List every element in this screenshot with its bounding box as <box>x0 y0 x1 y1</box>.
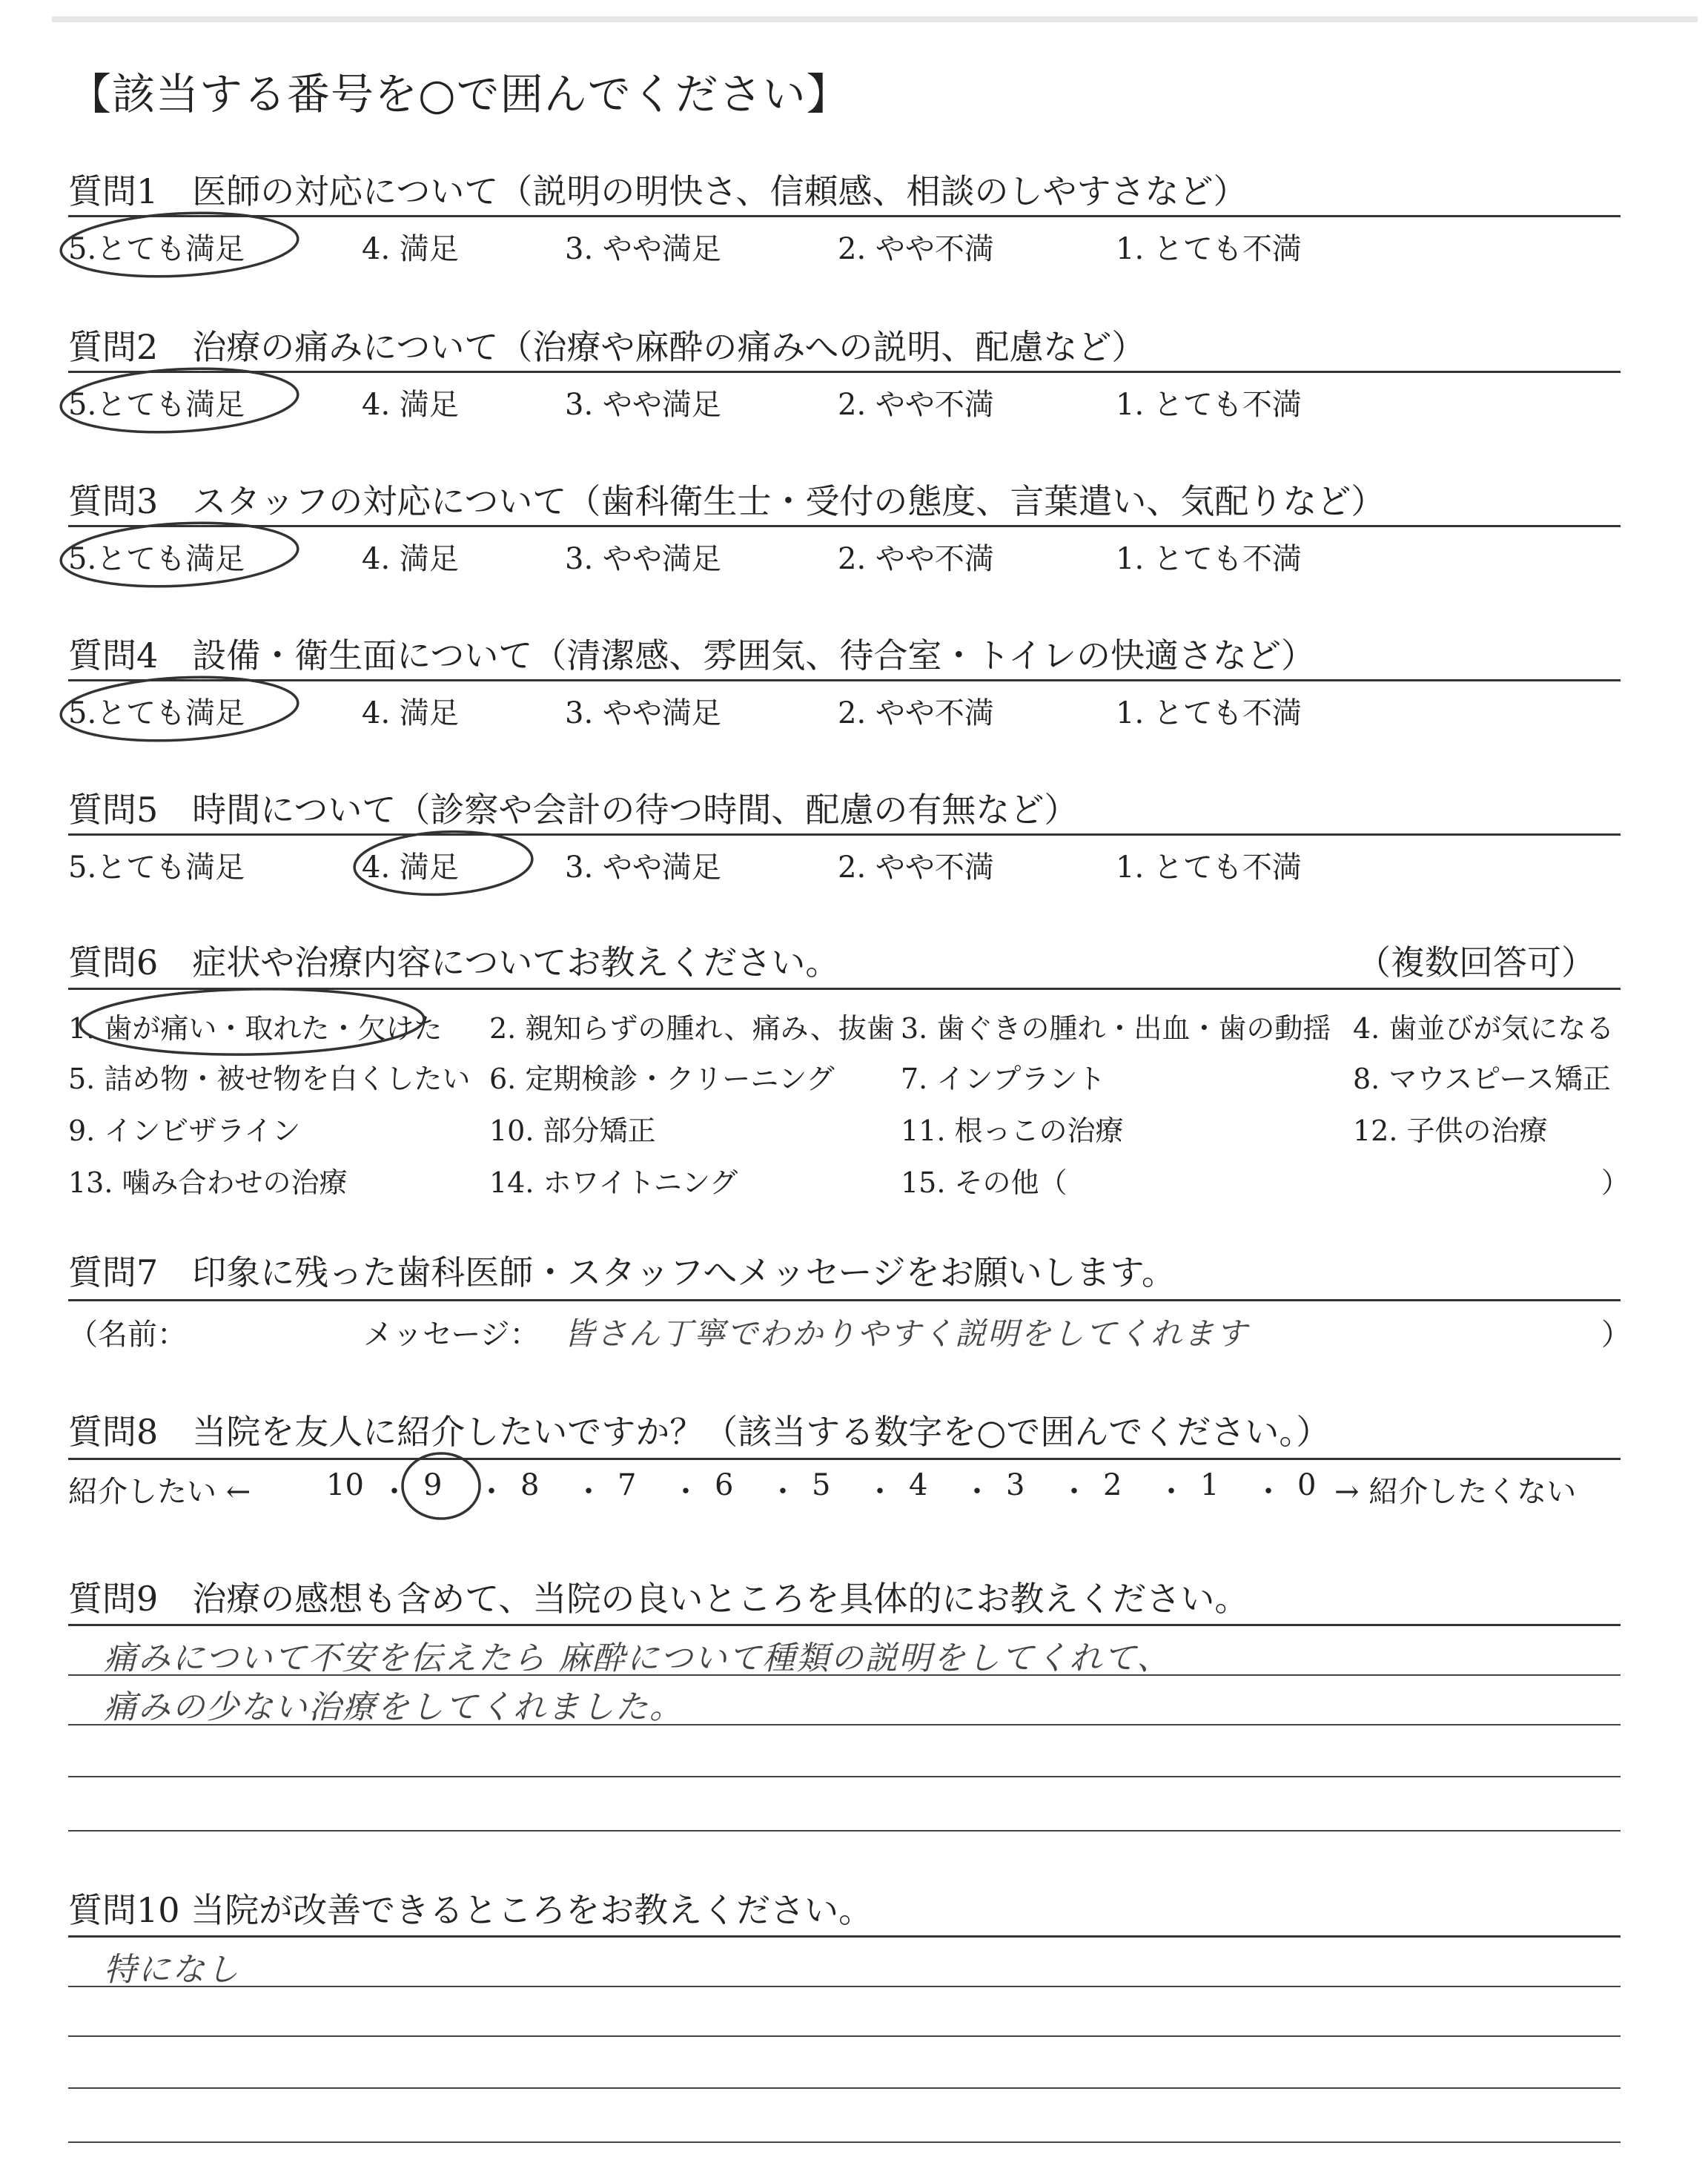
q7-close-paren: ） <box>1601 1318 1631 1352</box>
q6-option: ） <box>1601 1166 1630 1199</box>
q6-option: 2. 親知らずの腫れ、痛み、抜歯 <box>489 1012 895 1045</box>
q7-name-label: （名前： <box>68 1318 187 1352</box>
q4-option: 3. やや満足 <box>565 696 721 730</box>
q4-option: 5.とても満足 <box>68 696 245 730</box>
q9-rule <box>68 1624 1621 1626</box>
q8-scale-number: 10 <box>326 1468 364 1502</box>
q6-option: 1. 歯が痛い・取れた・欠けた <box>68 1012 443 1045</box>
q2-option: 3. やや満足 <box>565 388 721 422</box>
q5-rule <box>68 833 1621 836</box>
q4-option: 4. 満足 <box>362 696 459 730</box>
q3-option: 1. とても不満 <box>1116 542 1302 576</box>
q8-scale-number: 5 <box>812 1468 831 1502</box>
q7-title: 質問7 印象に残った歯科医師・スタッフへメッセージをお願いします。 <box>68 1252 1176 1292</box>
q8-scale-number: 3 <box>1006 1468 1025 1502</box>
q5-option: 4. 満足 <box>362 851 459 885</box>
q9-line <box>68 1776 1621 1777</box>
q2-option: 2. やや不満 <box>838 388 994 422</box>
q9-line <box>68 1830 1621 1832</box>
q5-option: 5.とても満足 <box>68 851 245 885</box>
q5-option: 3. やや満足 <box>565 851 721 885</box>
q5-option: 1. とても不満 <box>1116 851 1302 885</box>
q2-option: 1. とても不満 <box>1116 388 1302 422</box>
q8-scale-dot: ・ <box>671 1475 701 1509</box>
q8-rule <box>68 1458 1621 1460</box>
page-title: 【該当する番号を○で囲んでください】 <box>68 69 850 119</box>
q8-scale-dot: ・ <box>768 1475 798 1509</box>
q10-line <box>68 2035 1621 2037</box>
q3-option: 5.とても満足 <box>68 542 245 576</box>
q8-scale-number: 0 <box>1297 1468 1317 1502</box>
q9-answer-line: 痛みの少ない治療をしてくれました。 <box>104 1688 683 1726</box>
q6-rule <box>68 988 1621 990</box>
q3-option: 4. 満足 <box>362 542 459 576</box>
q10-rule <box>68 1935 1621 1938</box>
q9-answer-line: 痛みについて不安を伝えたら 麻酔について種類の説明をしてくれて、 <box>104 1639 1171 1677</box>
q1-option: 1. とても不満 <box>1116 232 1302 266</box>
q8-right-label: → 紹介したくない <box>1334 1475 1577 1509</box>
q8-scale-dot: ・ <box>1156 1475 1186 1509</box>
q7-rule <box>68 1299 1621 1301</box>
q10-answer-line: 特になし <box>104 1951 240 1989</box>
q6-option: 13. 噛み合わせの治療 <box>68 1166 348 1199</box>
q8-scale-dot: ・ <box>1254 1475 1283 1509</box>
q5-title: 質問5 時間について（診察や会計の待つ時間、配慮の有無など） <box>68 790 1079 830</box>
q6-option: 10. 部分矯正 <box>489 1114 656 1147</box>
q6-option: 12. 子供の治療 <box>1353 1114 1548 1147</box>
q2-option: 5.とても満足 <box>68 388 245 422</box>
q10-line <box>68 1986 1621 1987</box>
q6-option: 14. ホワイトニング <box>489 1166 738 1199</box>
q8-scale-dot: ・ <box>1059 1475 1089 1509</box>
q6-option: 11. 根っこの治療 <box>901 1114 1124 1147</box>
q8-scale-dot: ・ <box>380 1475 409 1509</box>
q6-option: 9. インビザライン <box>68 1114 301 1147</box>
q10-title: 質問10 当院が改善できるところをお教えください。 <box>68 1890 873 1930</box>
q6-option: 15. その他（ <box>901 1166 1068 1199</box>
q8-scale-dot: ・ <box>477 1475 506 1509</box>
q8-scale-dot: ・ <box>962 1475 992 1509</box>
q6-option: 7. インプラント <box>901 1063 1106 1095</box>
q6-option: 6. 定期検診・クリーニング <box>489 1063 835 1095</box>
q6-option: 8. マウスピース矯正 <box>1353 1063 1611 1095</box>
q8-title: 質問8 当院を友人に紹介したいですか？（該当する数字を○で囲んでください。） <box>68 1412 1331 1452</box>
q4-option: 2. やや不満 <box>838 696 994 730</box>
q10-line <box>68 2087 1621 2089</box>
q4-option: 1. とても不満 <box>1116 696 1302 730</box>
q3-option: 3. やや満足 <box>565 542 721 576</box>
q1-option: 3. やや満足 <box>565 232 721 266</box>
q8-scale-number: 1 <box>1200 1468 1219 1502</box>
q9-title: 質問9 治療の感想も含めて、当院の良いところを具体的にお教えください。 <box>68 1579 1249 1619</box>
q4-title: 質問4 設備・衛生面について（清潔感、雰囲気、待合室・トイレの快適さなど） <box>68 635 1316 676</box>
q1-option: 4. 満足 <box>362 232 459 266</box>
q2-rule <box>68 371 1621 373</box>
q8-scale-number: 8 <box>520 1468 540 1502</box>
q8-scale-dot: ・ <box>865 1475 895 1509</box>
q7-message-label: メッセージ： <box>363 1318 540 1352</box>
q5-option: 2. やや不満 <box>838 851 994 885</box>
q1-option: 2. やや不満 <box>838 232 994 266</box>
q8-scale-number: 2 <box>1103 1468 1122 1502</box>
q8-left-label: 紹介したい ← <box>68 1475 251 1509</box>
q6-option: 4. 歯並びが気になる <box>1353 1012 1615 1045</box>
q6-option: 5. 詰め物・被せ物を白くしたい <box>68 1063 471 1095</box>
q6-note: （複数回答可） <box>1357 942 1595 982</box>
q1-option: 5.とても満足 <box>68 232 245 266</box>
q8-scale-number: 6 <box>715 1468 734 1502</box>
scan-edge <box>52 16 1698 22</box>
q3-rule <box>68 525 1621 527</box>
q10-line <box>68 2141 1621 2143</box>
q8-scale-dot: ・ <box>574 1475 603 1509</box>
q8-scale-number: 9 <box>423 1468 443 1502</box>
q1-rule <box>68 215 1621 217</box>
q3-title: 質問3 スタッフの対応について（歯科衛生士・受付の態度、言葉遣い、気配りなど） <box>68 481 1386 521</box>
q6-title: 質問6 症状や治療内容についてお教えください。 <box>68 942 840 982</box>
q3-option: 2. やや不満 <box>838 542 994 576</box>
q8-scale-number: 4 <box>909 1468 928 1502</box>
q1-title: 質問1 医師の対応について（説明の明快さ、信頼感、相談のしやすさなど） <box>68 171 1248 211</box>
q7-message-value: 皆さん丁寧でわかりやすく説明をしてくれます <box>563 1315 1249 1352</box>
q8-scale-number: 7 <box>618 1468 637 1502</box>
q2-option: 4. 満足 <box>362 388 459 422</box>
q2-title: 質問2 治療の痛みについて（治療や麻酔の痛みへの説明、配慮など） <box>68 327 1146 367</box>
q4-rule <box>68 679 1621 681</box>
q6-option: 3. 歯ぐきの腫れ・出血・歯の動揺 <box>901 1012 1331 1045</box>
